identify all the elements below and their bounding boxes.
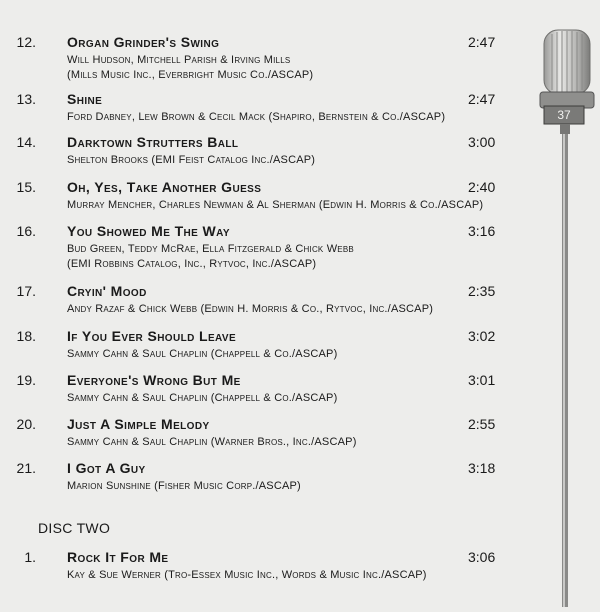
track-credit: Andy Razaf & Chick Webb (Edwin H. Morris & Co., Rytvoc, Inc./ASCAP)	[67, 303, 434, 315]
microphone-icon	[522, 22, 600, 607]
track-credit: Ford Dabney, Lew Brown & Cecil Mack (Shapiro, Bernstein & Co./ASCAP)	[67, 111, 446, 123]
microphone-badge-label: 37	[557, 108, 571, 122]
track-title: Organ Grinder's Swing	[67, 34, 220, 50]
track-number: 16.	[16, 223, 36, 239]
track-credit: Kay & Sue Werner (Tro-Essex Music Inc., Words & Music Inc./ASCAP)	[67, 569, 427, 581]
track-credit: (Mills Music Inc., Everbright Music Co./ASCAP)	[67, 69, 314, 81]
track-credit: Bud Green, Teddy McRae, Ella Fitzgerald & Chick Webb	[67, 243, 354, 255]
track-credit: Shelton Brooks (EMI Feist Catalog Inc./ASCAP)	[67, 154, 316, 166]
track-duration: 3:00	[468, 134, 496, 150]
track-number: 13.	[16, 91, 36, 107]
track-number: 15.	[16, 179, 36, 195]
track-duration: 2:40	[468, 179, 496, 195]
track-title: Just A Simple Melody	[67, 416, 210, 432]
track-duration: 3:16	[468, 223, 496, 239]
track-number: 14.	[16, 134, 36, 150]
track-title: You Showed Me The Way	[67, 223, 230, 239]
track-credit: Sammy Cahn & Saul Chaplin (Chappell & Co./ASCAP)	[67, 392, 338, 404]
track-duration: 3:06	[468, 549, 496, 565]
track-duration: 2:47	[468, 34, 496, 50]
track-credit: Sammy Cahn & Saul Chaplin (Warner Bros., Inc./ASCAP)	[67, 436, 357, 448]
track-title: If You Ever Should Leave	[67, 328, 237, 344]
track-number: 18.	[16, 328, 36, 344]
track-number: 19.	[16, 372, 36, 388]
track-number: 17.	[16, 283, 36, 299]
track-duration: 2:35	[468, 283, 496, 299]
track-number: 20.	[16, 416, 36, 432]
track-number: 12.	[16, 34, 36, 50]
track-duration: 3:18	[468, 460, 496, 476]
track-duration: 3:01	[468, 372, 496, 388]
track-number: 1.	[24, 549, 36, 565]
track-title: Rock It For Me	[67, 549, 169, 565]
track-number: 21.	[16, 460, 36, 476]
track-credit: (EMI Robbins Catalog, Inc., Rytvoc, Inc./ASCAP)	[67, 258, 317, 270]
track-duration: 3:02	[468, 328, 496, 344]
track-duration: 2:55	[468, 416, 496, 432]
track-title: Darktown Strutters Ball	[67, 134, 239, 150]
track-title: Cryin' Mood	[67, 283, 147, 299]
track-credit: Murray Mencher, Charles Newman & Al Sherman (Edwin H. Morris & Co./ASCAP)	[67, 199, 484, 211]
track-credit: Sammy Cahn & Saul Chaplin (Chappell & Co./ASCAP)	[67, 348, 338, 360]
track-title: Everyone's Wrong But Me	[67, 372, 241, 388]
track-title: I Got A Guy	[67, 460, 146, 476]
track-title: Shine	[67, 91, 103, 107]
track-credit: Marion Sunshine (Fisher Music Corp./ASCAP)	[67, 480, 301, 492]
track-duration: 2:47	[468, 91, 496, 107]
disc-two-heading: DISC TWO	[38, 520, 111, 536]
track-credit: Will Hudson, Mitchell Parish & Irving Mills	[67, 54, 291, 66]
track-title: Oh, Yes, Take Another Guess	[67, 179, 262, 195]
